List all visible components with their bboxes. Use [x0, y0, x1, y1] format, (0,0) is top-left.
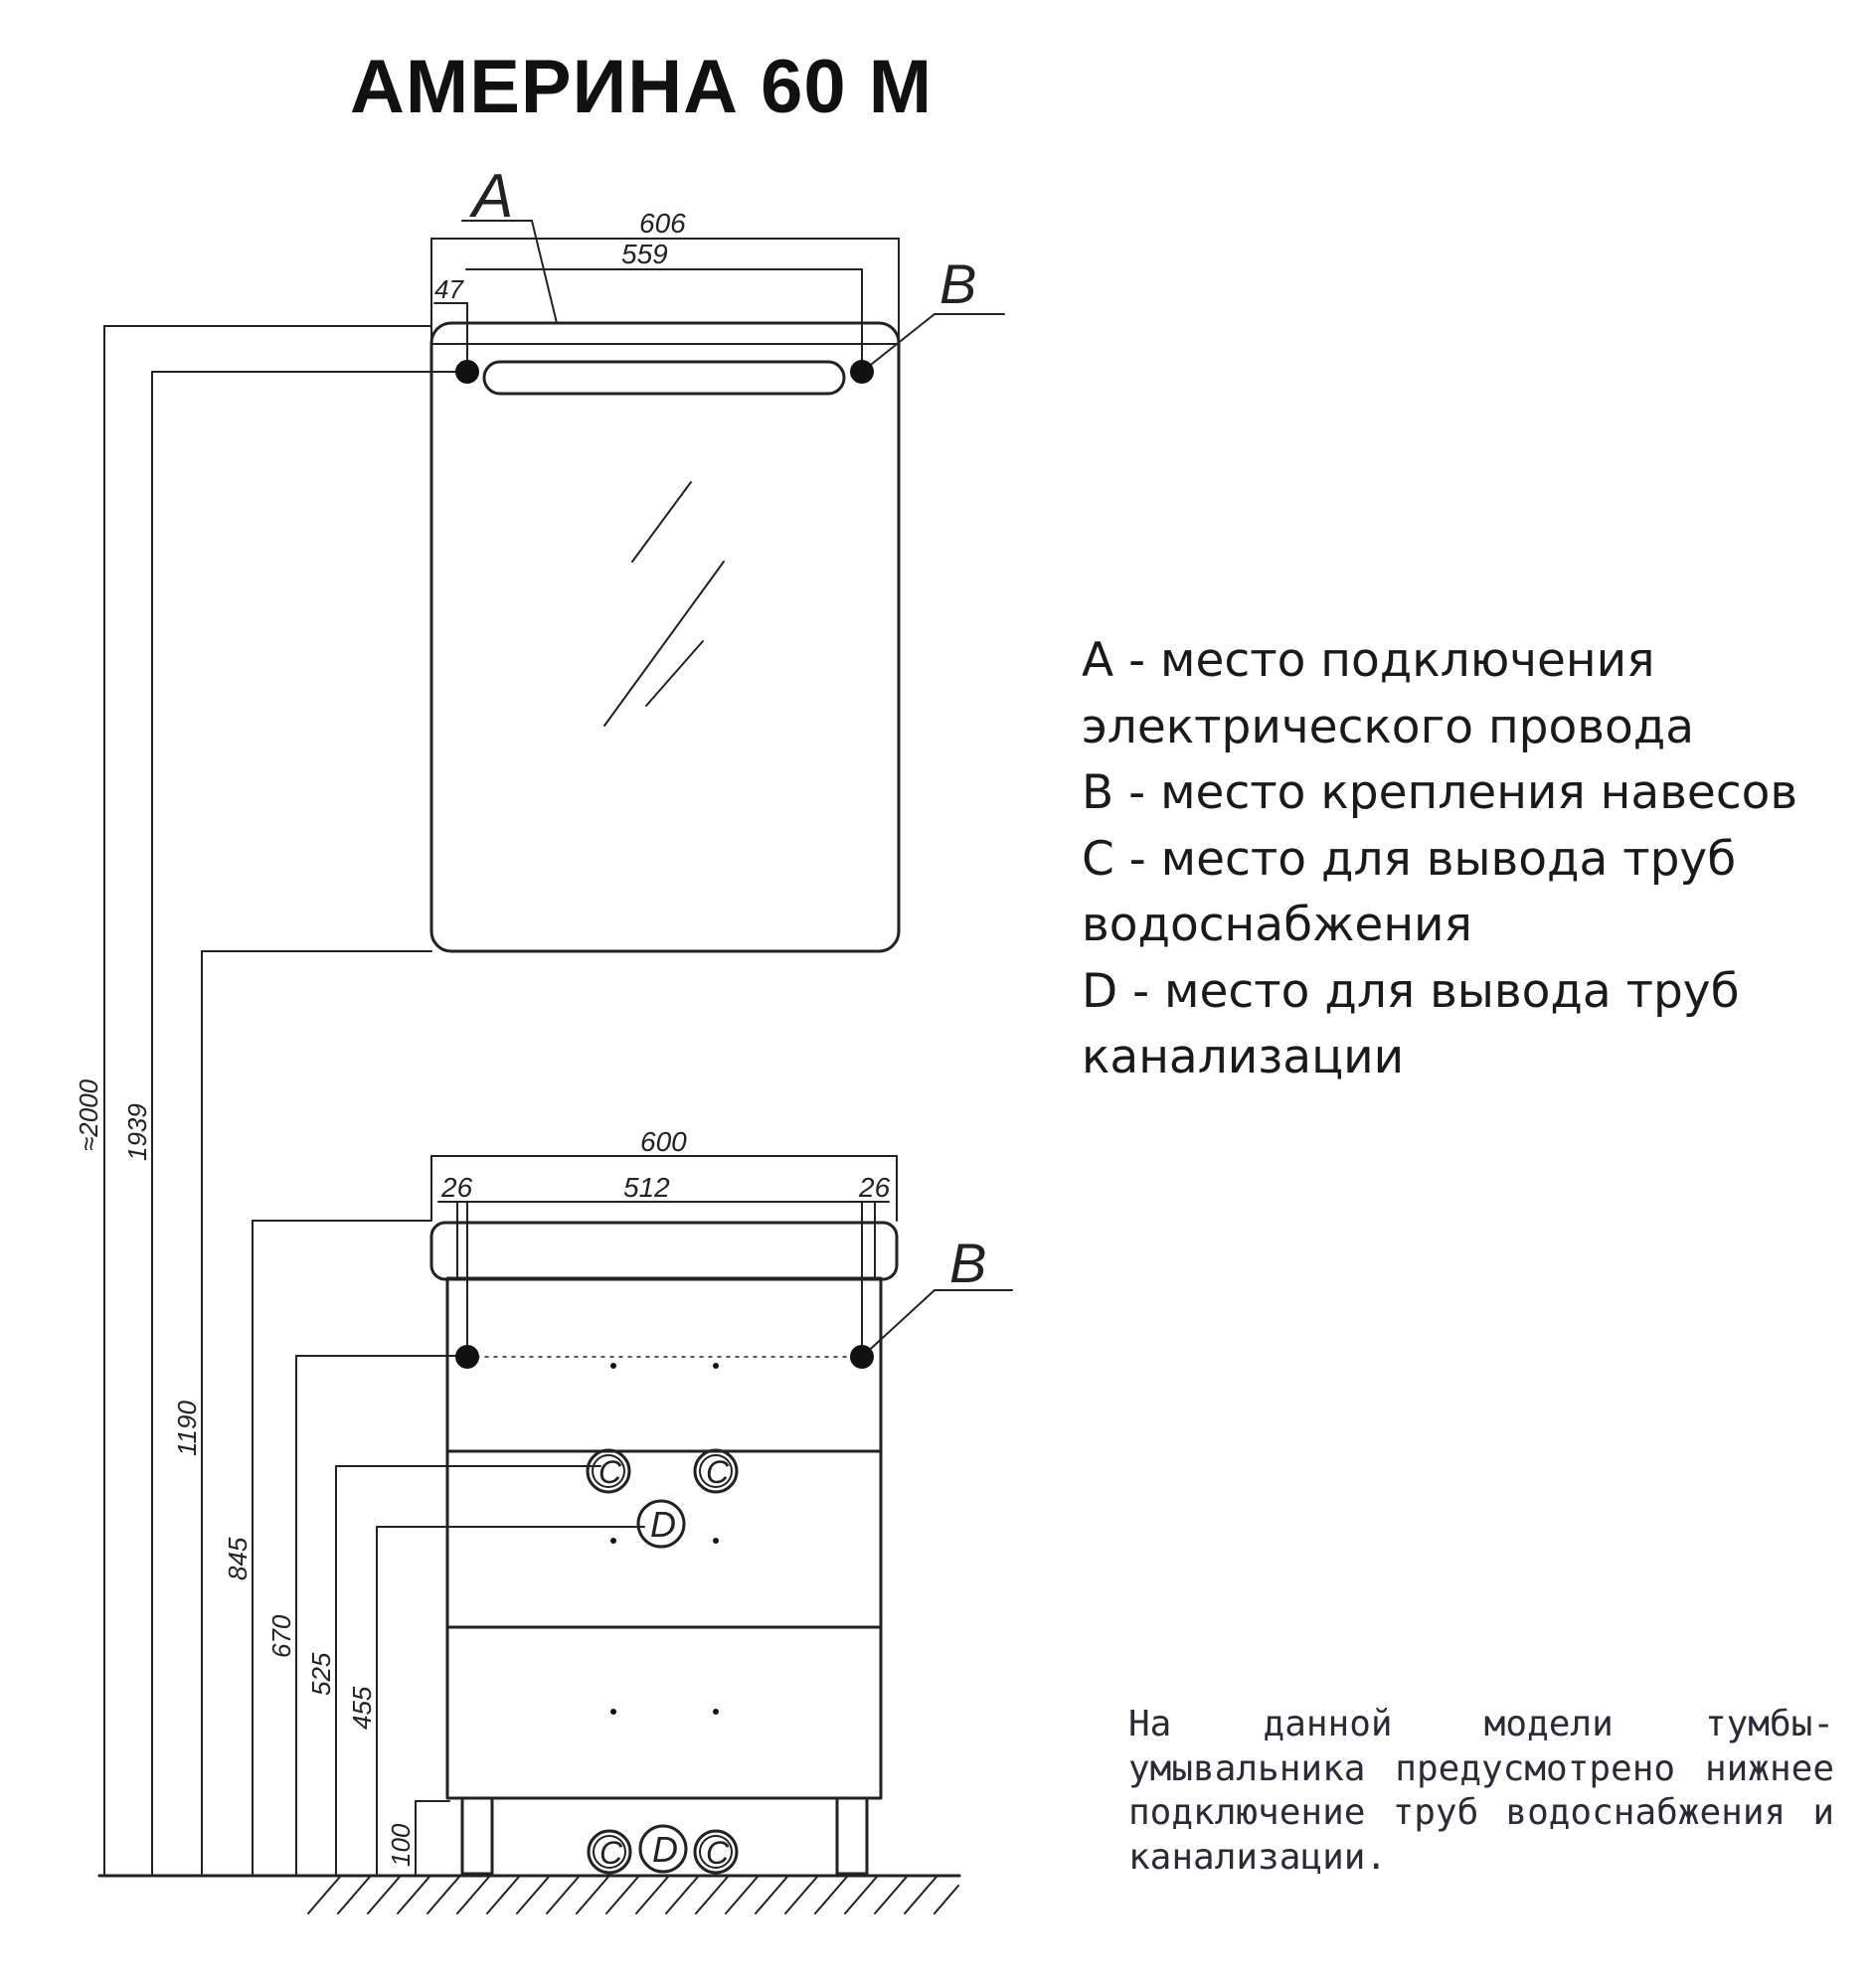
legend-line-7: канализации	[1082, 1030, 1405, 1084]
callout-c-4: C	[706, 1835, 730, 1871]
legend-line-1: A - место подключения	[1082, 633, 1655, 688]
callout-b-bottom: B	[949, 1232, 987, 1294]
legend-line-2: электрического провода	[1082, 699, 1695, 754]
mount-point-mirror-left	[455, 360, 479, 384]
vanity-leg-left	[462, 1798, 492, 1874]
mount-point-mirror-right	[850, 360, 874, 384]
vanity-countertop	[431, 1223, 897, 1279]
callout-b-top: B	[939, 252, 977, 315]
dim-559: 559	[621, 239, 668, 269]
dim-600: 600	[640, 1126, 687, 1157]
callout-d-2: D	[652, 1829, 678, 1870]
dim-670: 670	[266, 1614, 296, 1658]
mount-point-vanity-right	[850, 1345, 874, 1369]
mirror-light-strip	[484, 362, 844, 394]
dim-512: 512	[623, 1172, 670, 1203]
callout-c-1: C	[598, 1454, 622, 1490]
callout-a: A	[472, 162, 514, 231]
dim-845: 845	[223, 1537, 253, 1580]
drawing-title: АМЕРИНА 60 М	[350, 45, 934, 129]
callout-c-3: C	[599, 1835, 623, 1871]
legend-line-5: водоснабжения	[1082, 898, 1472, 952]
dim-26-left: 26	[441, 1172, 473, 1203]
dim-2000: ≈2000	[74, 1078, 103, 1151]
legend-line-3: B - место крепления навесов	[1082, 765, 1798, 820]
dim-100: 100	[386, 1823, 416, 1867]
dim-1190: 1190	[172, 1401, 202, 1456]
dim-47: 47	[434, 274, 463, 304]
connection-note: На данной модели тумбы-умывальника предусмотрено нижнее подключение труб водоснабжения и канализации.	[1128, 1704, 1834, 1878]
callout-c-2: C	[706, 1454, 730, 1490]
dim-455: 455	[347, 1686, 377, 1730]
legend-line-6: D - место для вывода труб	[1082, 963, 1740, 1019]
legend-line-4: C - место для вывода труб	[1082, 831, 1737, 887]
dim-1939: 1939	[122, 1103, 152, 1161]
mirror-body	[431, 323, 899, 951]
legend	[1082, 628, 1797, 1091]
callout-d-1: D	[650, 1504, 676, 1545]
vanity-leg-right	[837, 1798, 867, 1874]
dim-26-right: 26	[859, 1172, 891, 1203]
dim-606: 606	[639, 208, 686, 239]
dim-525: 525	[306, 1652, 336, 1696]
mount-point-vanity-left	[455, 1345, 479, 1369]
